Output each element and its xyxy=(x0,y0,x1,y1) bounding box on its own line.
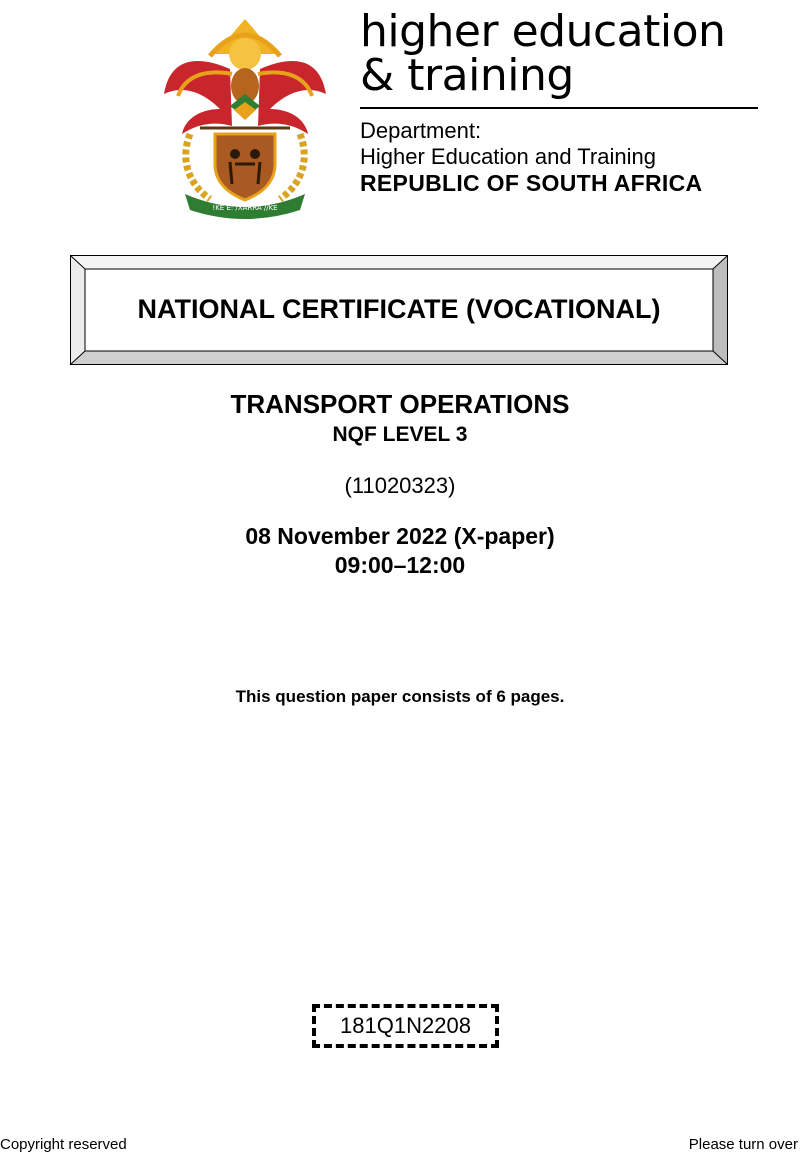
paper-id-label: 181Q1N2208 xyxy=(312,1004,499,1048)
footer-copyright: Copyright reserved xyxy=(0,1136,127,1153)
department-label: Department: xyxy=(360,118,482,143)
sun-icon xyxy=(210,19,280,70)
logo-line-1: higher education xyxy=(360,6,726,57)
logo-line-2: & training xyxy=(360,50,574,101)
certificate-title: NATIONAL CERTIFICATE (VOCATIONAL) xyxy=(137,294,661,324)
crest-motto-text: !KE E: /XARRA //KE xyxy=(212,204,278,212)
logo-divider xyxy=(360,107,758,109)
shield-icon xyxy=(215,134,275,200)
department-logo-text xyxy=(360,6,760,101)
subject-code: (11020323) xyxy=(344,473,456,498)
subject-title: TRANSPORT OPERATIONS xyxy=(230,389,570,419)
country-name: REPUBLIC OF SOUTH AFRICA xyxy=(360,170,703,196)
certificate-title-frame xyxy=(70,255,728,365)
footer-turn-over: Please turn over xyxy=(688,1136,798,1153)
wheat-left-icon xyxy=(186,134,210,199)
nqf-level: NQF LEVEL 3 xyxy=(332,423,468,446)
wheat-right-icon xyxy=(280,134,304,199)
coat-of-arms-icon xyxy=(160,14,330,220)
department-name-block xyxy=(360,118,780,196)
department-name: Higher Education and Training xyxy=(360,144,656,169)
page-count-note: This question paper consists of 6 pages. xyxy=(235,687,565,706)
exam-date: 08 November 2022 (X-paper) xyxy=(245,523,555,549)
exam-time: 09:00–12:00 xyxy=(334,552,466,578)
